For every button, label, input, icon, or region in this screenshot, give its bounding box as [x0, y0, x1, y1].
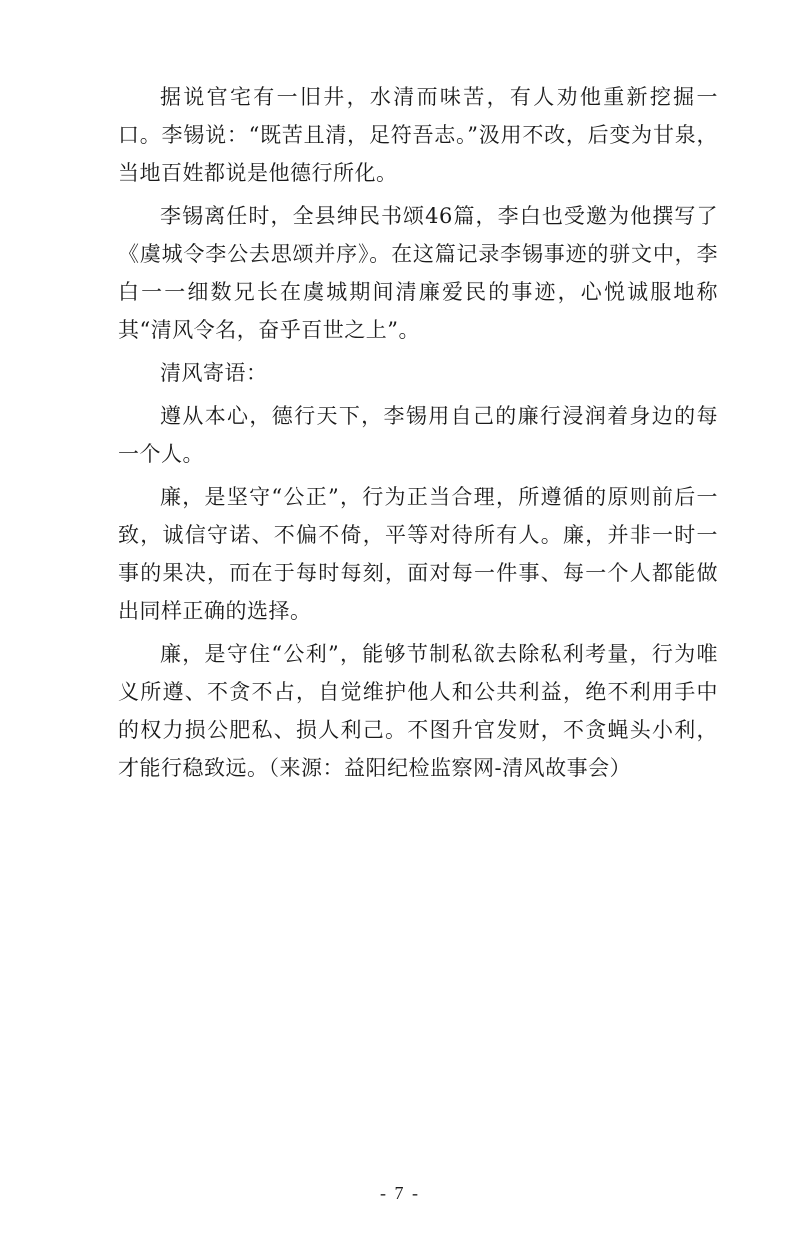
paragraph-fairness: 廉，是坚守“公正”，行为正当合理，所遵循的原则前后一致，诚信守诺、不偏不倚，平等对待所有人。廉，并非一时一事的果决，而在于每时每刻，面对每一件事、每一个人都能做出同样正确的选择。 [118, 485, 718, 623]
page-number: - 7 - [380, 1183, 420, 1203]
paragraph-old-well: 据说官宅有一旧井，水清而味苦，有人劝他重新挖掘一口。李锡说：“既苦且清，足符吾志。”汲用不改，后变为甘泉，当地百姓都说是他德行所化。 [118, 85, 718, 185]
paragraph-departure-eulogy: 李锡离任时，全县绅民书颂46篇，李白也受邀为他撰写了《虞城令李公去思颂并序》。在这篇记录李锡事迹的骈文中，李白一一细数兄长在虞城期间清廉爱民的事迹，心悦诚服地称其“清风令名，奋乎百世之上”。 [118, 204, 718, 342]
paragraph-public-interest: 廉，是守住“公利”，能够节制私欲去除私利考量，行为唯义所遵、不贪不占，自觉维护他人和公共利益，绝不利用手中的权力损公肥私、损人利己。不图升官发财，不贪蝇头小利，才能行稳致远。（来源：益阳纪检监察网-清风故事会） [118, 642, 718, 780]
document-body [118, 78, 718, 792]
paragraph-virtue: 遵从本心，德行天下，李锡用自己的廉行浸润着身边的每一个人。 [118, 404, 718, 466]
section-heading-message: 清风寄语： [160, 361, 268, 385]
